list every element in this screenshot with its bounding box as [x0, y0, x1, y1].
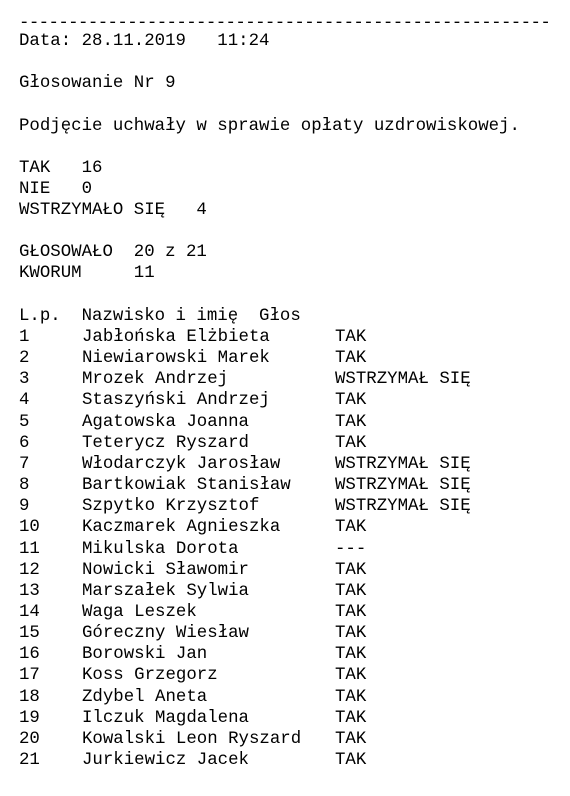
- vote-value: TAK: [335, 349, 367, 369]
- row-number: 8: [19, 476, 30, 496]
- councillor-name: Niewiarowski Marek: [82, 349, 270, 369]
- councillor-name: Szpytko Krzysztof: [82, 497, 260, 517]
- vote-value: ---: [335, 539, 367, 559]
- table-row: [0, 433, 570, 454]
- councillor-name: Kowalski Leon Ryszard: [82, 729, 302, 749]
- row-number: 9: [19, 497, 30, 517]
- row-number: 10: [19, 518, 40, 538]
- row-number: 15: [19, 624, 40, 644]
- councillor-name: Jabłońska Elżbieta: [82, 328, 270, 347]
- vote-value: TAK: [335, 412, 367, 432]
- row-number: 6: [19, 433, 30, 453]
- tally-abstain: WSTRZYMAŁO SIĘ 4: [19, 201, 207, 220]
- vote-value: WSTRZYMAŁ SIĘ: [335, 454, 471, 474]
- councillor-name: Mrozek Andrzej: [82, 370, 229, 390]
- table-row: [0, 327, 570, 348]
- row-number: 3: [19, 370, 30, 390]
- table-row: [0, 708, 570, 729]
- table-row: [0, 496, 570, 517]
- table-row: [0, 623, 570, 644]
- councillor-name: Staszyński Andrzej: [82, 391, 270, 411]
- vote-value: TAK: [335, 708, 367, 728]
- row-number: 18: [19, 687, 40, 707]
- vote-number: Głosowanie Nr 9: [19, 74, 176, 93]
- row-number: 7: [19, 454, 30, 474]
- councillor-name: Zdybel Aneta: [82, 687, 208, 707]
- table-row: [0, 560, 570, 581]
- vote-value: TAK: [335, 602, 367, 622]
- vote-value: TAK: [335, 687, 367, 707]
- separator-line: ------------------------------------------------------: [19, 14, 551, 27]
- row-number: 13: [19, 581, 40, 601]
- row-number: 2: [19, 349, 30, 369]
- row-number: 14: [19, 602, 40, 622]
- vote-value: TAK: [335, 666, 367, 686]
- councillor-name: Mikulska Dorota: [82, 539, 239, 559]
- turnout-quorum: KWORUM 11: [19, 264, 155, 283]
- table-row: [0, 665, 570, 686]
- row-number: 21: [19, 751, 40, 770]
- table-row: [0, 369, 570, 390]
- vote-value: TAK: [335, 581, 367, 601]
- table-row: [0, 390, 570, 411]
- vote-subject: Podjęcie uchwały w sprawie opłaty uzdrowiskowej.: [19, 117, 520, 136]
- vote-value: WSTRZYMAŁ SIĘ: [335, 497, 471, 517]
- table-row: [0, 602, 570, 623]
- councillor-name: Waga Leszek: [82, 602, 197, 622]
- councillor-name: Włodarczyk Jarosław: [82, 454, 281, 474]
- vote-value: TAK: [335, 391, 367, 411]
- row-number: 5: [19, 412, 30, 432]
- table-row: [0, 644, 570, 665]
- vote-value: TAK: [335, 729, 367, 749]
- tally-no: NIE 0: [19, 180, 93, 199]
- row-number: 16: [19, 645, 40, 665]
- vote-value: TAK: [335, 433, 367, 453]
- vote-value: TAK: [335, 328, 367, 347]
- vote-value: WSTRZYMAŁ SIĘ: [335, 476, 471, 496]
- table-row: [0, 750, 570, 771]
- date-line: Data: 28.11.2019 11:24: [19, 32, 270, 51]
- tally-yes: TAK 16: [19, 159, 103, 178]
- councillor-name: Kaczmarek Agnieszka: [82, 518, 281, 538]
- councillor-name: Góreczny Wiesław: [82, 624, 249, 644]
- vote-value: WSTRZYMAŁ SIĘ: [335, 370, 471, 390]
- table-row: [0, 729, 570, 750]
- vote-value: TAK: [335, 624, 367, 644]
- councillor-name: Agatowska Joanna: [82, 412, 249, 432]
- table-row: [0, 348, 570, 369]
- councillor-name: Ilczuk Magdalena: [82, 708, 249, 728]
- councillor-name: Bartkowiak Stanisław: [82, 476, 291, 496]
- councillor-name: Nowicki Sławomir: [82, 560, 249, 580]
- row-number: 12: [19, 560, 40, 580]
- table-row: [0, 539, 570, 560]
- vote-value: TAK: [335, 645, 367, 665]
- vote-value: TAK: [335, 751, 367, 770]
- councillor-name: Teterycz Ryszard: [82, 433, 249, 453]
- row-number: 11: [19, 539, 40, 559]
- table-row: [0, 454, 570, 475]
- vote-value: TAK: [335, 518, 367, 538]
- table-row: [0, 412, 570, 433]
- councillor-name: Borowski Jan: [82, 645, 208, 665]
- row-number: 19: [19, 708, 40, 728]
- row-number: 4: [19, 391, 30, 411]
- councillor-name: Koss Grzegorz: [82, 666, 218, 686]
- turnout-voted: GŁOSOWAŁO 20 z 21: [19, 243, 207, 262]
- councillor-name: Marszałek Sylwia: [82, 581, 249, 601]
- table-row: [0, 581, 570, 602]
- table-row: [0, 687, 570, 708]
- table-row: [0, 475, 570, 496]
- row-number: 17: [19, 666, 40, 686]
- row-number: 1: [19, 328, 30, 347]
- table-header: L.p. Nazwisko i imię Głos: [19, 307, 301, 326]
- councillor-name: Jurkiewicz Jacek: [82, 751, 249, 770]
- vote-value: TAK: [335, 560, 367, 580]
- table-row: [0, 517, 570, 538]
- row-number: 20: [19, 729, 40, 749]
